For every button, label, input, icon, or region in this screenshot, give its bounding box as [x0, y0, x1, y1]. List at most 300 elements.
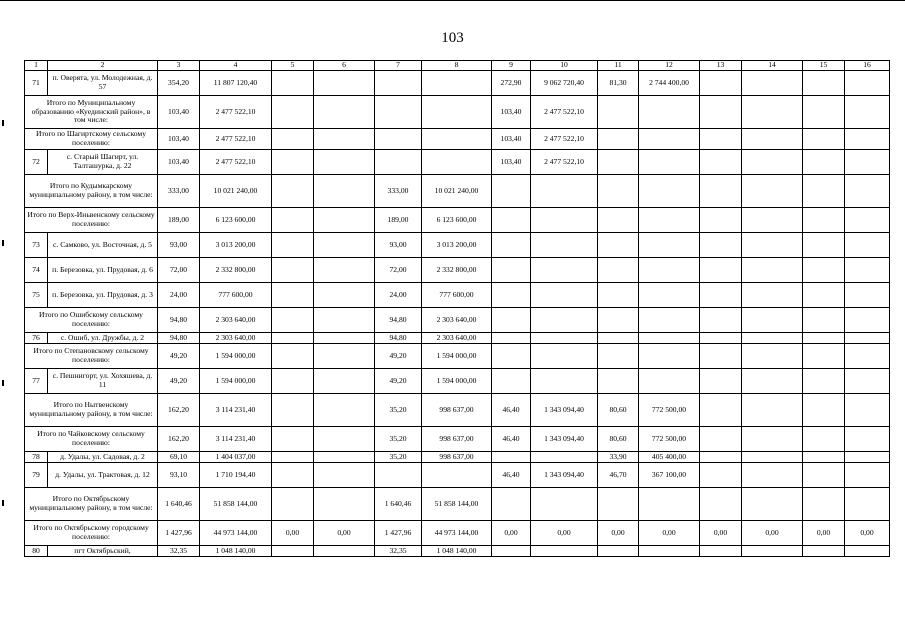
- value-cell: [531, 488, 598, 521]
- table-row: [25, 369, 890, 394]
- value-cell: 93,10: [158, 463, 200, 488]
- value-cell: [272, 333, 314, 344]
- value-cell: [803, 175, 845, 208]
- value-cell: [742, 308, 803, 333]
- value-cell: [742, 452, 803, 463]
- value-cell: [314, 344, 375, 369]
- value-cell: [531, 333, 598, 344]
- value-cell: 3 114 231,40: [200, 394, 272, 427]
- value-cell: [598, 488, 639, 521]
- column-number: 16: [845, 61, 890, 71]
- column-number: 10: [531, 61, 598, 71]
- value-cell: 162,20: [158, 427, 200, 452]
- value-cell: 103,40: [158, 129, 200, 150]
- value-cell: [845, 208, 890, 233]
- value-cell: 49,20: [375, 369, 422, 394]
- column-number: 3: [158, 61, 200, 71]
- value-cell: 44 973 144,00: [200, 521, 272, 546]
- value-cell: [845, 71, 890, 96]
- page-number: 103: [441, 30, 464, 46]
- value-cell: [492, 308, 531, 333]
- value-cell: 10 021 240,00: [200, 175, 272, 208]
- value-cell: 93,00: [158, 233, 200, 258]
- value-cell: [639, 333, 700, 344]
- value-cell: [492, 452, 531, 463]
- subtotal-label: Итого по Кудымкарскому муниципальному району, в том числе:: [25, 175, 158, 208]
- value-cell: [803, 369, 845, 394]
- value-cell: 0,00: [598, 521, 639, 546]
- value-cell: [639, 96, 700, 129]
- value-cell: 103,40: [492, 129, 531, 150]
- value-cell: [531, 369, 598, 394]
- value-cell: [272, 394, 314, 427]
- value-cell: [639, 175, 700, 208]
- value-cell: [598, 308, 639, 333]
- table-row: [25, 452, 890, 463]
- value-cell: 333,00: [158, 175, 200, 208]
- value-cell: [272, 208, 314, 233]
- subtotal-row: [25, 129, 890, 150]
- value-cell: 1 343 094,40: [531, 463, 598, 488]
- value-cell: 49,20: [158, 369, 200, 394]
- value-cell: [845, 150, 890, 175]
- binding-margin-marks: [2, 120, 4, 520]
- value-cell: [531, 258, 598, 283]
- value-cell: [742, 71, 803, 96]
- column-number: 12: [639, 61, 700, 71]
- subtotal-row: [25, 394, 890, 427]
- value-cell: [803, 427, 845, 452]
- value-cell: [314, 394, 375, 427]
- value-cell: 1 343 094,40: [531, 394, 598, 427]
- value-cell: [598, 129, 639, 150]
- value-cell: 189,00: [375, 208, 422, 233]
- value-cell: [598, 369, 639, 394]
- value-cell: [272, 71, 314, 96]
- value-cell: 46,70: [598, 463, 639, 488]
- value-cell: 1 048 140,00: [422, 546, 492, 557]
- value-cell: 1 640,46: [158, 488, 200, 521]
- value-cell: 9 062 720,40: [531, 71, 598, 96]
- table-body: [25, 61, 890, 557]
- table-row: [25, 463, 890, 488]
- value-cell: [742, 394, 803, 427]
- address-cell: д. Удалы, ул. Садовая, д. 2: [48, 452, 158, 463]
- value-cell: [700, 129, 742, 150]
- top-border-line: [0, 0, 905, 1]
- value-cell: 33,90: [598, 452, 639, 463]
- value-cell: [492, 208, 531, 233]
- value-cell: 103,40: [158, 150, 200, 175]
- value-cell: 1 427,96: [158, 521, 200, 546]
- value-cell: 49,20: [158, 344, 200, 369]
- value-cell: 998 637,00: [422, 427, 492, 452]
- value-cell: [375, 129, 422, 150]
- value-cell: [531, 208, 598, 233]
- value-cell: [845, 369, 890, 394]
- value-cell: 2 477 522,10: [531, 150, 598, 175]
- value-cell: 0,00: [492, 521, 531, 546]
- value-cell: 162,20: [158, 394, 200, 427]
- value-cell: [272, 427, 314, 452]
- value-cell: [314, 129, 375, 150]
- value-cell: 1 640,46: [375, 488, 422, 521]
- value-cell: [845, 175, 890, 208]
- value-cell: [598, 283, 639, 308]
- value-cell: [803, 394, 845, 427]
- value-cell: [845, 394, 890, 427]
- value-cell: [531, 175, 598, 208]
- registry-table: [24, 60, 890, 557]
- value-cell: [803, 344, 845, 369]
- value-cell: 998 637,00: [422, 452, 492, 463]
- value-cell: 46,40: [492, 394, 531, 427]
- value-cell: [700, 208, 742, 233]
- value-cell: [314, 96, 375, 129]
- subtotal-row: [25, 427, 890, 452]
- value-cell: 46,40: [492, 427, 531, 452]
- column-number: 8: [422, 61, 492, 71]
- subtotal-row: [25, 96, 890, 129]
- value-cell: [742, 258, 803, 283]
- value-cell: [742, 546, 803, 557]
- column-number: 9: [492, 61, 531, 71]
- value-cell: [639, 208, 700, 233]
- value-cell: 44 973 144,00: [422, 521, 492, 546]
- value-cell: [742, 427, 803, 452]
- value-cell: [700, 394, 742, 427]
- value-cell: [742, 369, 803, 394]
- value-cell: 0,00: [639, 521, 700, 546]
- value-cell: [803, 150, 845, 175]
- value-cell: [375, 96, 422, 129]
- value-cell: [700, 258, 742, 283]
- value-cell: [314, 175, 375, 208]
- value-cell: [639, 546, 700, 557]
- value-cell: [492, 344, 531, 369]
- value-cell: [639, 150, 700, 175]
- value-cell: [272, 463, 314, 488]
- value-cell: 777 600,00: [422, 283, 492, 308]
- value-cell: [492, 333, 531, 344]
- value-cell: [845, 427, 890, 452]
- subtotal-label: Итого по Чайковскому сельскому поселению:: [25, 427, 158, 452]
- value-cell: [272, 150, 314, 175]
- value-cell: [598, 233, 639, 258]
- value-cell: 0,00: [531, 521, 598, 546]
- column-number: 4: [200, 61, 272, 71]
- value-cell: 1 594 000,00: [200, 369, 272, 394]
- value-cell: [598, 96, 639, 129]
- value-cell: 94,80: [375, 308, 422, 333]
- value-cell: [639, 488, 700, 521]
- column-number: 6: [314, 61, 375, 71]
- value-cell: [598, 546, 639, 557]
- value-cell: [272, 96, 314, 129]
- value-cell: 0,00: [272, 521, 314, 546]
- table-row: [25, 333, 890, 344]
- value-cell: 32,35: [158, 546, 200, 557]
- value-cell: [803, 488, 845, 521]
- value-cell: [700, 333, 742, 344]
- value-cell: [803, 71, 845, 96]
- value-cell: 0,00: [742, 521, 803, 546]
- value-cell: 103,40: [492, 150, 531, 175]
- value-cell: 35,20: [375, 394, 422, 427]
- value-cell: 24,00: [375, 283, 422, 308]
- value-cell: [700, 96, 742, 129]
- value-cell: 35,20: [375, 452, 422, 463]
- value-cell: 10 021 240,00: [422, 175, 492, 208]
- value-cell: [531, 546, 598, 557]
- value-cell: [531, 452, 598, 463]
- value-cell: [742, 233, 803, 258]
- value-cell: [700, 233, 742, 258]
- value-cell: [531, 308, 598, 333]
- value-cell: [700, 150, 742, 175]
- row-number: 77: [25, 369, 48, 394]
- value-cell: [803, 283, 845, 308]
- value-cell: [314, 150, 375, 175]
- value-cell: [803, 308, 845, 333]
- subtotal-row: [25, 208, 890, 233]
- value-cell: 49,20: [375, 344, 422, 369]
- value-cell: [639, 308, 700, 333]
- value-cell: [845, 546, 890, 557]
- value-cell: 2 303 640,00: [422, 308, 492, 333]
- value-cell: [314, 233, 375, 258]
- value-cell: [700, 546, 742, 557]
- value-cell: [742, 150, 803, 175]
- address-cell: п. Оверята, ул. Молодежная, д. 57: [48, 71, 158, 96]
- value-cell: 367 100,00: [639, 463, 700, 488]
- value-cell: 81,30: [598, 71, 639, 96]
- value-cell: [314, 427, 375, 452]
- value-cell: [639, 129, 700, 150]
- value-cell: 6 123 600,00: [422, 208, 492, 233]
- value-cell: [803, 96, 845, 129]
- value-cell: [639, 258, 700, 283]
- row-number: 80: [25, 546, 48, 557]
- value-cell: 2 744 400,00: [639, 71, 700, 96]
- value-cell: 0,00: [845, 521, 890, 546]
- value-cell: 2 477 522,10: [531, 129, 598, 150]
- value-cell: 405 400,00: [639, 452, 700, 463]
- value-cell: [803, 233, 845, 258]
- value-cell: [314, 546, 375, 557]
- value-cell: [598, 333, 639, 344]
- row-number: 74: [25, 258, 48, 283]
- value-cell: [845, 488, 890, 521]
- value-cell: [803, 258, 845, 283]
- value-cell: 998 637,00: [422, 394, 492, 427]
- value-cell: [598, 175, 639, 208]
- column-number: 7: [375, 61, 422, 71]
- value-cell: 3 013 200,00: [200, 233, 272, 258]
- value-cell: [845, 283, 890, 308]
- value-cell: 772 500,00: [639, 427, 700, 452]
- value-cell: 35,20: [375, 427, 422, 452]
- value-cell: [314, 308, 375, 333]
- value-cell: [803, 452, 845, 463]
- row-number: 79: [25, 463, 48, 488]
- row-number: 71: [25, 71, 48, 96]
- subtotal-label: Итого по Степановскому сельскому поселению:: [25, 344, 158, 369]
- value-cell: [639, 233, 700, 258]
- value-cell: [700, 175, 742, 208]
- subtotal-label: Итого по Ошибскому сельскому поселению:: [25, 308, 158, 333]
- column-number: 15: [803, 61, 845, 71]
- row-number: 78: [25, 452, 48, 463]
- value-cell: [598, 150, 639, 175]
- value-cell: 2 303 640,00: [200, 333, 272, 344]
- column-number-row: [25, 61, 890, 71]
- address-cell: пгт Октябрьский,: [48, 546, 158, 557]
- value-cell: 772 500,00: [639, 394, 700, 427]
- value-cell: 2 477 522,10: [200, 129, 272, 150]
- value-cell: 0,00: [803, 521, 845, 546]
- value-cell: [314, 258, 375, 283]
- value-cell: 93,00: [375, 233, 422, 258]
- value-cell: [272, 488, 314, 521]
- value-cell: [803, 129, 845, 150]
- value-cell: [803, 463, 845, 488]
- value-cell: [700, 427, 742, 452]
- value-cell: 2 303 640,00: [200, 308, 272, 333]
- address-cell: д. Удалы, ул. Трактовая, д. 12: [48, 463, 158, 488]
- row-number: 75: [25, 283, 48, 308]
- column-number: 14: [742, 61, 803, 71]
- value-cell: 2 303 640,00: [422, 333, 492, 344]
- value-cell: [272, 129, 314, 150]
- value-cell: [531, 233, 598, 258]
- value-cell: [845, 96, 890, 129]
- value-cell: [700, 283, 742, 308]
- value-cell: [492, 233, 531, 258]
- value-cell: [845, 258, 890, 283]
- column-number: 2: [48, 61, 158, 71]
- value-cell: [845, 463, 890, 488]
- value-cell: [314, 369, 375, 394]
- value-cell: 103,40: [492, 96, 531, 129]
- value-cell: 46,40: [492, 463, 531, 488]
- value-cell: [422, 71, 492, 96]
- value-cell: 6 123 600,00: [200, 208, 272, 233]
- value-cell: [272, 175, 314, 208]
- value-cell: [272, 369, 314, 394]
- value-cell: [803, 208, 845, 233]
- row-number: 72: [25, 150, 48, 175]
- subtotal-row: [25, 488, 890, 521]
- value-cell: [272, 344, 314, 369]
- value-cell: [375, 463, 422, 488]
- value-cell: [598, 208, 639, 233]
- value-cell: 72,00: [158, 258, 200, 283]
- value-cell: 72,00: [375, 258, 422, 283]
- subtotal-row: [25, 308, 890, 333]
- value-cell: [639, 283, 700, 308]
- value-cell: [314, 463, 375, 488]
- value-cell: 80,60: [598, 427, 639, 452]
- value-cell: 51 858 144,00: [422, 488, 492, 521]
- value-cell: 103,40: [158, 96, 200, 129]
- value-cell: [700, 452, 742, 463]
- value-cell: [422, 463, 492, 488]
- subtotal-label: Итого по Верх-Иньвенскому сельскому поселению:: [25, 208, 158, 233]
- subtotal-row: [25, 175, 890, 208]
- value-cell: [314, 488, 375, 521]
- value-cell: [700, 308, 742, 333]
- value-cell: [272, 258, 314, 283]
- value-cell: [742, 96, 803, 129]
- value-cell: 11 807 120,40: [200, 71, 272, 96]
- value-cell: 1 048 140,00: [200, 546, 272, 557]
- value-cell: [700, 71, 742, 96]
- value-cell: [492, 488, 531, 521]
- value-cell: [272, 233, 314, 258]
- value-cell: [742, 283, 803, 308]
- table-row: [25, 233, 890, 258]
- value-cell: [531, 344, 598, 369]
- value-cell: [700, 463, 742, 488]
- subtotal-row: [25, 344, 890, 369]
- address-cell: с. Пешнигорт, ул. Хохяшева, д. 11: [48, 369, 158, 394]
- table-row: [25, 546, 890, 557]
- value-cell: [639, 344, 700, 369]
- value-cell: 0,00: [700, 521, 742, 546]
- value-cell: [375, 150, 422, 175]
- table-row: [25, 71, 890, 96]
- value-cell: [845, 233, 890, 258]
- value-cell: [272, 546, 314, 557]
- value-cell: 24,00: [158, 283, 200, 308]
- subtotal-label: Итого по Шагиртскому сельскому поселению:: [25, 129, 158, 150]
- value-cell: [422, 129, 492, 150]
- column-number: 13: [700, 61, 742, 71]
- value-cell: [314, 71, 375, 96]
- value-cell: [531, 283, 598, 308]
- value-cell: [742, 129, 803, 150]
- value-cell: 2 477 522,10: [200, 96, 272, 129]
- value-cell: 3 013 200,00: [422, 233, 492, 258]
- value-cell: [492, 369, 531, 394]
- value-cell: 94,80: [158, 308, 200, 333]
- value-cell: [803, 546, 845, 557]
- column-number: 1: [25, 61, 48, 71]
- value-cell: [742, 488, 803, 521]
- address-cell: с. Ошиб, ул. Дружбы, д. 2: [48, 333, 158, 344]
- value-cell: 32,35: [375, 546, 422, 557]
- value-cell: [845, 344, 890, 369]
- value-cell: 1 594 000,00: [200, 344, 272, 369]
- subtotal-label: Итого по Октябрьскому городскому поселению:: [25, 521, 158, 546]
- value-cell: 1 427,96: [375, 521, 422, 546]
- value-cell: [422, 150, 492, 175]
- value-cell: [492, 283, 531, 308]
- value-cell: [639, 369, 700, 394]
- table-row: [25, 258, 890, 283]
- value-cell: 1 404 037,00: [200, 452, 272, 463]
- value-cell: 69,10: [158, 452, 200, 463]
- value-cell: [492, 546, 531, 557]
- value-cell: [803, 333, 845, 344]
- value-cell: [314, 452, 375, 463]
- value-cell: [845, 308, 890, 333]
- value-cell: 354,20: [158, 71, 200, 96]
- value-cell: 1 710 194,40: [200, 463, 272, 488]
- value-cell: [845, 129, 890, 150]
- value-cell: 94,80: [158, 333, 200, 344]
